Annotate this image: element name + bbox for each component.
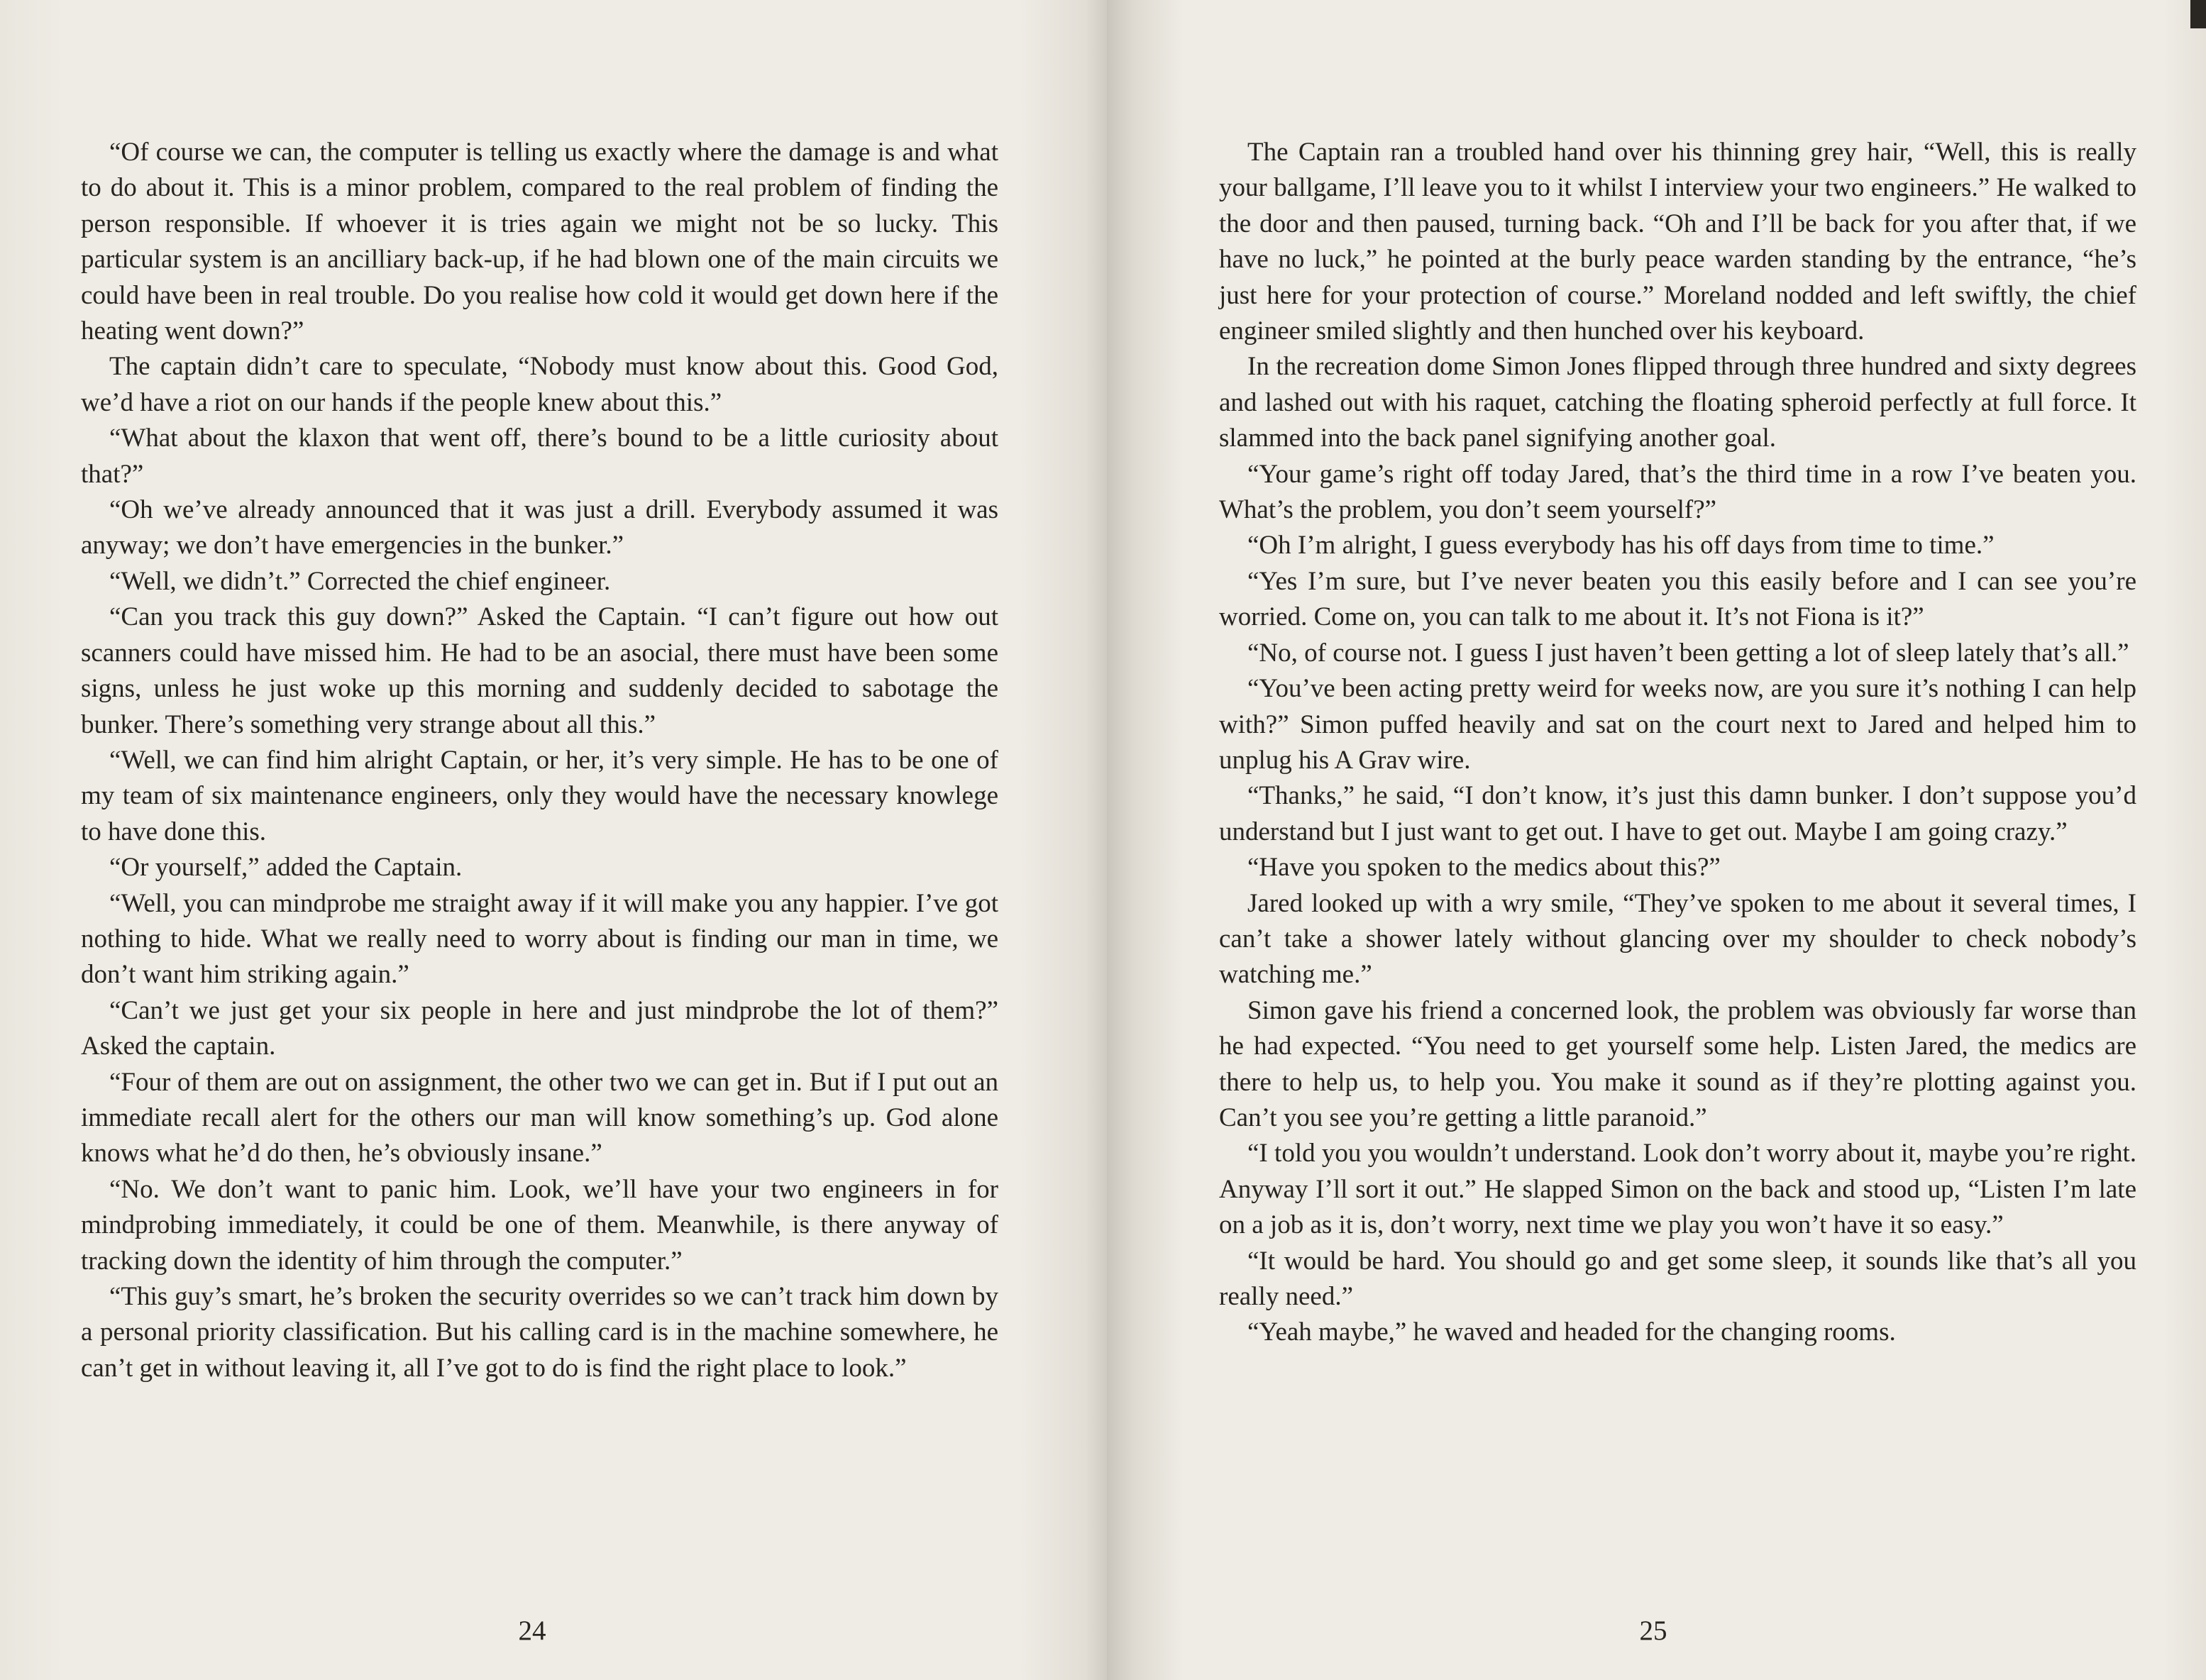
paragraph: “Of course we can, the computer is telling us exactly where the damage is and what to do about it. This is a minor problem, compared to the real problem of finding the person responsible. If whoever it is tries again we might not be so lucky. This particular system is an ancilliary back-up, if he had blown one of the main circuits we could have been in real trouble. Do you realise how cold it would get down here if the heating went down?” bbox=[81, 138, 998, 346]
right-page-text bbox=[1219, 135, 2136, 1351]
paragraph: “Well, we didn’t.” Corrected the chief engineer. bbox=[109, 566, 611, 596]
paragraph: “Have you spoken to the medics about this?” bbox=[1247, 853, 1721, 883]
paragraph: “Well, you can mindprobe me straight away if it will make you any happier. I’ve got nothing to hide. What we really need to worry about is finding our man in time, we don’t want him striking again.” bbox=[81, 888, 998, 990]
paragraph: “Yes I’m sure, but I’ve never beaten you this easily before and I can see you’re worried. Come on, you can talk to me about it. It’s not Fiona is it?” bbox=[1219, 566, 2136, 632]
paragraph: “Well, we can find him alright Captain, or her, it’s very simple. He has to be one of my team of six maintenance engineers, only they would have the necessary knowlege to have done this. bbox=[81, 745, 998, 846]
paragraph: Jared looked up with a wry smile, “They’ve spoken to me about it several times, I can’t take a shower lately without glancing over my shoulder to check nobody’s watching me.” bbox=[1219, 888, 2136, 990]
left-page-text bbox=[81, 135, 998, 1386]
paragraph: “No, of course not. I guess I just haven’t been getting a lot of sleep lately that’s all.” bbox=[1247, 638, 2129, 668]
page-edge-shadow bbox=[2190, 0, 2206, 28]
paragraph: The Captain ran a troubled hand over his thinning grey hair, “Well, this is really your ballgame, I’ll leave you to it whilst I interview your two engineers.” He walked to the door and then paused, turning back. “Oh and I’ll be back for you after that, if we have no luck,” he pointed at the burly peace warden standing by the entrance, “he’s just here for your protection of course.” Moreland nodded and left swiftly, the chief engineer smiled slightly and then hunched over his keyboard. bbox=[1219, 138, 2136, 346]
paragraph: “Or yourself,” added the Captain. bbox=[109, 853, 463, 883]
paragraph: “It would be hard. You should go and get some sleep, it sounds like that’s all you really need.” bbox=[1219, 1246, 2136, 1311]
paragraph: “Can’t we just get your six people in here and just mindprobe the lot of them?” Asked the captain. bbox=[81, 995, 998, 1061]
page-number: 25 bbox=[1639, 1615, 1667, 1646]
paragraph: The captain didn’t care to speculate, “Nobody must know about this. Good God, we’d have a riot on our hands if the people knew about this.” bbox=[81, 352, 998, 417]
paragraph: Simon gave his friend a concerned look, the problem was obviously far worse than he had expected. “You need to get yourself some help. Listen Jared, the medics are there to help us, to help you. You make it sound as if they’re plotting against you. Can’t you see you’re getting a little paranoid.” bbox=[1219, 995, 2136, 1132]
paragraph: “Four of them are out on assignment, the other two we can get in. But if I put out an immediate recall alert for the others our man will know something’s up. God alone knows what he’d do then, he’s obviously insane.” bbox=[81, 1067, 998, 1168]
paragraph: “What about the klaxon that went off, there’s bound to be a little curiosity about that?” bbox=[81, 424, 998, 489]
paragraph: “No. We don’t want to panic him. Look, we’ll have your two engineers in for mindprobing immediately, it could be one of them. Meanwhile, is there anyway of tracking down the identity of him through the computer.” bbox=[81, 1174, 998, 1276]
paragraph: “You’ve been acting pretty weird for weeks now, are you sure it’s nothing I can help with?” Simon puffed heavily and sat on the court next to Jared and helped him to unplug his A Grav wire. bbox=[1219, 674, 2136, 775]
paragraph: “Thanks,” he said, “I don’t know, it’s just this damn bunker. I don’t suppose you’d understand but I just want to get out. I have to get out. Maybe I am going crazy.” bbox=[1219, 781, 2136, 846]
paragraph: “Can you track this guy down?” Asked the Captain. “I can’t figure out how out scanners could have missed him. He had to be an asocial, there must have been some signs, unless he just woke up this morning and suddenly decided to sabotage the bunker. There’s something very strange about all this.” bbox=[81, 602, 998, 739]
paragraph: In the recreation dome Simon Jones flipped through three hundred and sixty degrees and lashed out with his raquet, catching the floating spheroid perfectly at full force. It slammed into the back panel signifying another goal. bbox=[1219, 352, 2136, 453]
paragraph: “Yeah maybe,” he waved and headed for the changing rooms. bbox=[1247, 1317, 1896, 1347]
paragraph: “I told you you wouldn’t understand. Look don’t worry about it, maybe you’re right. Anyway I’ll sort it out.” He slapped Simon on the back and stood up, “Listen I’m late on a job as it is, don’t worry, next time we play you won’t have it so easy.” bbox=[1219, 1139, 2136, 1240]
page-number: 24 bbox=[518, 1615, 546, 1646]
paragraph: “This guy’s smart, he’s broken the security overrides so we can’t track him down by a personal priority classification. But his calling card is in the machine somewhere, he can’t get in without leaving it, all I’ve got to do is find the right place to look.” bbox=[81, 1282, 998, 1383]
right-page bbox=[1107, 0, 2206, 1680]
paragraph: “Oh we’ve already announced that it was just a drill. Everybody assumed it was anyway; we don’t have emergencies in the bunker.” bbox=[81, 495, 998, 560]
paragraph: “Your game’s right off today Jared, that’s the third time in a row I’ve beaten you. What’s the problem, you don’t seem yourself?” bbox=[1219, 459, 2136, 525]
paragraph: “Oh I’m alright, I guess everybody has his off days from time to time.” bbox=[1247, 531, 1995, 560]
